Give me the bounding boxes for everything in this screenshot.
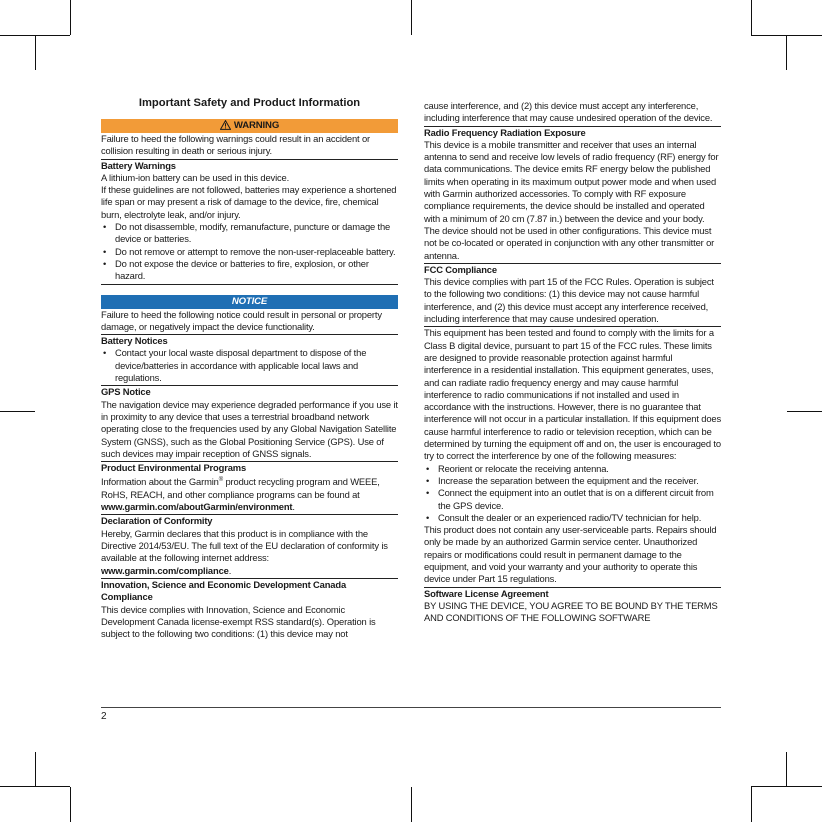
crop-mark bbox=[35, 35, 36, 70]
list-item: • Consult the dealer or an experienced radio/TV technician for help. bbox=[424, 512, 721, 524]
environmental-text-body: product recycling program and WEEE, RoHS, REACH, and other compliance programs can be found at bbox=[101, 476, 380, 500]
warning-text: Failure to heed the following warnings could result in an accident or collision resulting in death or serious injury. bbox=[101, 133, 398, 160]
ised-text-continued: cause interference, and (2) this device must accept any interference, including interference that may cause undesired operation of the device. bbox=[424, 100, 721, 127]
gps-notice-heading: GPS Notice bbox=[101, 386, 151, 398]
footer-rule bbox=[101, 707, 721, 708]
battery-warnings-intro: A lithium-ion battery can be used in this device. bbox=[101, 171, 290, 183]
fcc-text-2: This equipment has been tested and found to comply with the limits for a Class B digital device, pursuant to part 15 of the FCC rules. These limits are designed to provide reasonable protection against harmful interference in a residential installation. This equipment generates, uses, and can radiate radio frequency energy and may cause harmful interference to radio communications if not installed and used in accordance with the instructions. However, there is no guarantee that interference will not occur in a particular installation. If this equipment does cause harmful interference to radio or television reception, which can be determined by turning the equipment off and on, the user is encouraged to try to correct the interference by one of the following measures: bbox=[424, 327, 722, 462]
battery-notices-heading: Battery Notices bbox=[101, 335, 168, 347]
list-item: • Do not remove or attempt to remove the non-user-replaceable battery. bbox=[101, 246, 398, 258]
crop-mark bbox=[411, 787, 412, 822]
battery-notices-list bbox=[101, 347, 398, 386]
rf-exposure-text: This device is a mobile transmitter and receiver that uses an internal antenna to send and receive low levels of radio frequency (RF) energy for data communications. The device emits RF energy below the published limits when operating in its maximum output power mode and when used with Garmin authorized accessories. To comply with RF exposure compliance requirements, the device should be installed and operated with a minimum of 20 cm (7.87 in.) between the device and your body. The device should not be used in other configurations. This device must not be co-located or operated in conjunction with any other transmitter or antenna. bbox=[424, 139, 721, 264]
right-column bbox=[424, 100, 721, 624]
fcc-heading: FCC Compliance bbox=[424, 263, 497, 275]
notice-banner bbox=[101, 295, 398, 309]
crop-mark bbox=[786, 752, 787, 787]
crop-mark bbox=[751, 787, 752, 822]
environmental-text-start: Information about the Garmin bbox=[101, 476, 219, 488]
environmental-text bbox=[101, 474, 398, 515]
ised-heading: Innovation, Science and Economic Development Canada Compliance bbox=[101, 578, 347, 603]
list-item: • Contact your local waste disposal department to dispose of the device/batteries in accordance with applicable local laws and regulations. bbox=[101, 347, 398, 384]
left-column bbox=[101, 97, 398, 640]
notice-label: NOTICE bbox=[231, 295, 268, 307]
crop-mark bbox=[751, 0, 752, 35]
license-text: BY USING THE DEVICE, YOU AGREE TO BE BOUND BY THE TERMS AND CONDITIONS OF THE FOLLOWING SOFTWARE bbox=[424, 599, 718, 624]
warning-label: WARNING bbox=[233, 120, 280, 131]
gps-notice-text: The navigation device may experience degraded performance if you use it in proximity to any device that uses a terrestrial broadband network operating close to the frequencies used by any Global Navigation Satellite System (GNSS), such as the Global Positioning Service (GPS). Use of such devices may impair reception of GNSS signals. bbox=[101, 399, 398, 462]
period: . bbox=[292, 501, 295, 513]
crop-mark bbox=[0, 411, 35, 412]
list-item: • Reorient or relocate the receiving antenna. bbox=[424, 463, 721, 475]
license-heading: Software License Agreement bbox=[424, 587, 549, 599]
rf-exposure-heading: Radio Frequency Radiation Exposure bbox=[424, 126, 586, 138]
crop-mark bbox=[787, 411, 822, 412]
list-item: • Do not expose the device or batteries to fire, explosion, or other hazard. bbox=[101, 258, 398, 283]
battery-warnings-heading: Battery Warnings bbox=[101, 159, 176, 171]
crop-mark bbox=[411, 0, 412, 35]
ised-text: This device complies with Innovation, Science and Economic Development Canada license-exempt RSS standard(s). Operation is subject to the following two conditions: (1) this device may not bbox=[101, 603, 376, 640]
registered-mark: ® bbox=[218, 477, 224, 484]
crop-mark bbox=[70, 787, 71, 822]
warning-banner bbox=[101, 119, 398, 133]
fcc-measures-list bbox=[424, 463, 721, 524]
list-item: • Increase the separation between the equipment and the receiver. bbox=[424, 475, 721, 487]
list-item: • Do not disassemble, modify, remanufacture, puncture or damage the device or batteries. bbox=[101, 221, 398, 246]
page-title: Important Safety and Product Information bbox=[138, 97, 361, 109]
environmental-link[interactable]: www.garmin.com/aboutGarmin/environment bbox=[101, 501, 293, 513]
crop-mark bbox=[35, 752, 36, 787]
battery-warnings-list bbox=[101, 221, 398, 284]
page-number: 2 bbox=[101, 711, 107, 722]
list-item: • Connect the equipment into an outlet that is on a different circuit from the GPS device. bbox=[424, 487, 721, 512]
conformity-heading: Declaration of Conformity bbox=[101, 515, 213, 527]
crop-mark bbox=[70, 0, 71, 35]
environmental-heading: Product Environmental Programs bbox=[101, 462, 247, 474]
compliance-link[interactable]: www.garmin.com/compliance bbox=[101, 564, 229, 576]
conformity-text bbox=[101, 528, 398, 579]
period: . bbox=[228, 564, 232, 576]
fcc-text-3: This product does not contain any user-serviceable parts. Repairs should only be made by an authorized Garmin service center. Unauthorized repairs or modifications could result in permanent damage to the equipment, and void your warranty and your authority to operate this device under Part 15 regulations. bbox=[424, 524, 721, 587]
fcc-text-1: This device complies with part 15 of the FCC Rules. Operation is subject to the following two conditions: (1) this device may not cause harmful interference, and (2) this device must accept any interference received, including interference that may cause undesired operation. bbox=[424, 276, 721, 327]
battery-warnings-text: If these guidelines are not followed, batteries may experience a shortened life span or may present a risk of damage to the device, fire, chemical burn, electrolyte leak, and/or injury. bbox=[101, 184, 397, 220]
crop-mark bbox=[786, 35, 787, 70]
conformity-text-body: Hereby, Garmin declares that this product is in compliance with the Directive 2014/53/EU. The full text of the EU declaration of conformity is available at the following internet address: bbox=[101, 527, 388, 564]
warning-triangle-icon bbox=[220, 120, 231, 130]
notice-text: Failure to heed the following notice could result in personal or property damage, or negatively impact the device functionality. bbox=[101, 309, 398, 336]
